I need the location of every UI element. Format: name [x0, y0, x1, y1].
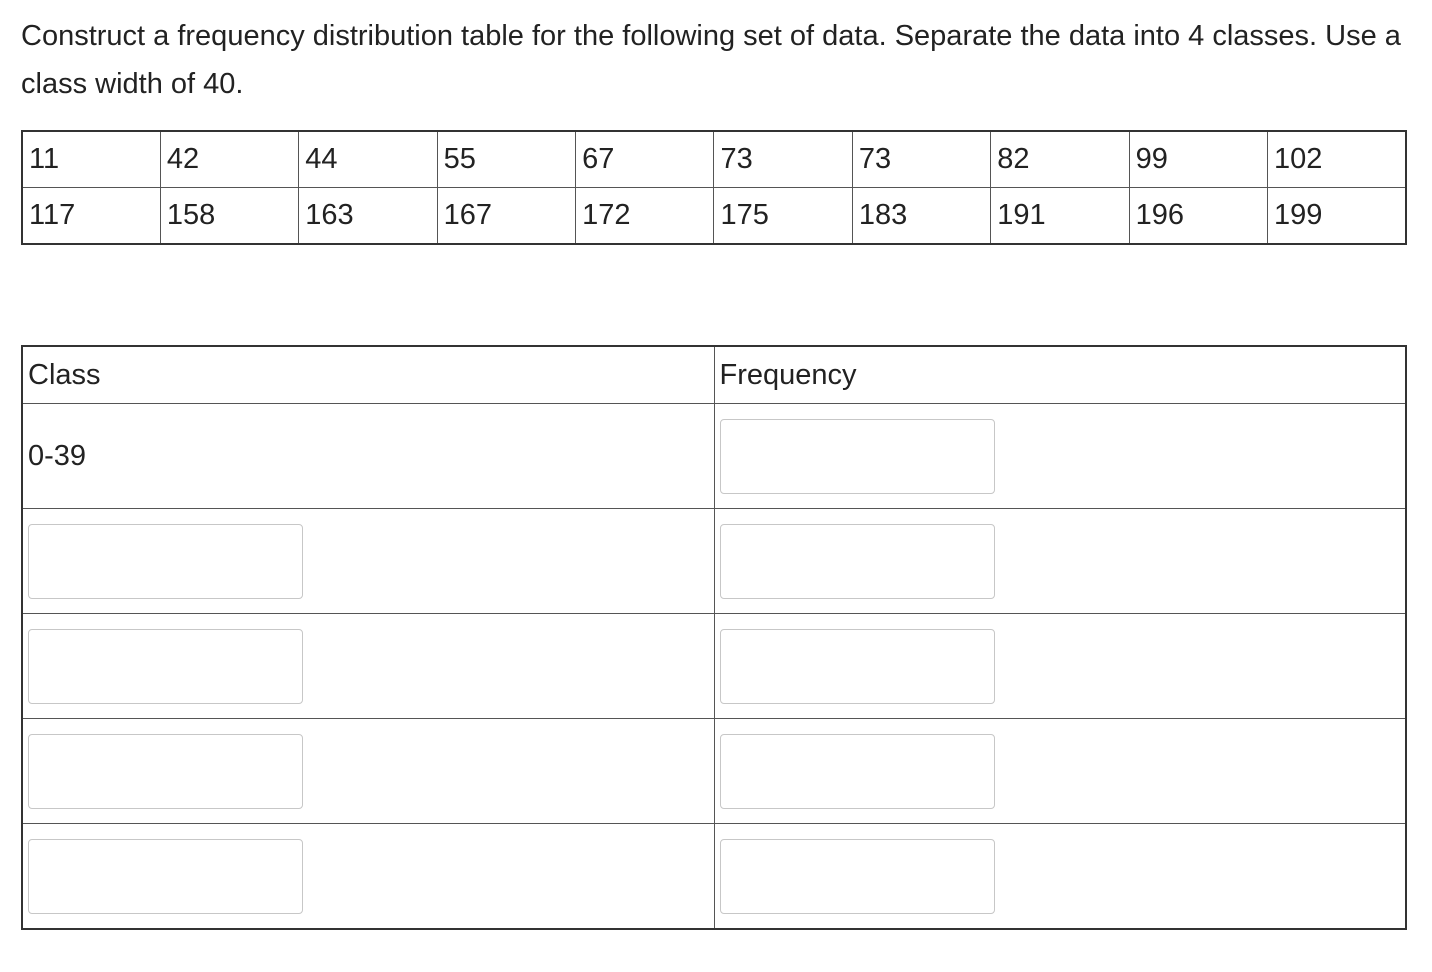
data-cell: 99: [1129, 131, 1267, 188]
data-cell: 191: [991, 188, 1129, 245]
class-cell: [22, 719, 714, 824]
data-table: [21, 130, 1407, 245]
class-input-3[interactable]: [28, 629, 303, 704]
data-cell: 199: [1268, 188, 1406, 245]
data-cell: 102: [1268, 131, 1406, 188]
frequency-table-row: [22, 719, 1406, 824]
data-cell: 73: [714, 131, 852, 188]
frequency-input-4[interactable]: [720, 734, 995, 809]
data-table-row: [22, 188, 1406, 245]
class-cell: [22, 824, 714, 930]
data-cell: 55: [437, 131, 575, 188]
frequency-cell: [714, 404, 1406, 509]
frequency-cell: [714, 614, 1406, 719]
data-cell: 167: [437, 188, 575, 245]
frequency-table: [21, 345, 1407, 930]
frequency-cell: [714, 719, 1406, 824]
frequency-input-5[interactable]: [720, 839, 995, 914]
class-column-header: Class: [22, 346, 714, 404]
frequency-input-3[interactable]: [720, 629, 995, 704]
question-text: Construct a frequency distribution table for the following set of data. Separate the data into 4 classes. Use a class width of 40.: [21, 20, 1401, 100]
frequency-input-1[interactable]: [720, 419, 995, 494]
data-table-row: [22, 131, 1406, 188]
data-cell: 82: [991, 131, 1129, 188]
data-cell: 172: [576, 188, 714, 245]
frequency-table-row: [22, 404, 1406, 509]
data-cell: 42: [160, 131, 298, 188]
frequency-table-header-row: [22, 346, 1406, 404]
data-cell: 67: [576, 131, 714, 188]
frequency-cell: [714, 509, 1406, 614]
class-input-4[interactable]: [28, 734, 303, 809]
frequency-table-row: [22, 824, 1406, 930]
data-cell: 11: [22, 131, 160, 188]
frequency-input-2[interactable]: [720, 524, 995, 599]
data-cell: 158: [160, 188, 298, 245]
class-cell: [22, 614, 714, 719]
frequency-table-row: [22, 614, 1406, 719]
frequency-cell: [714, 824, 1406, 930]
data-cell: 175: [714, 188, 852, 245]
class-input-2[interactable]: [28, 524, 303, 599]
data-cell: 196: [1129, 188, 1267, 245]
data-cell: 183: [852, 188, 990, 245]
frequency-table-row: [22, 509, 1406, 614]
frequency-column-header: Frequency: [714, 346, 1406, 404]
data-cell: 163: [299, 188, 437, 245]
class-cell: [22, 404, 714, 509]
class-cell: [22, 509, 714, 614]
class-input-5[interactable]: [28, 839, 303, 914]
data-cell: 73: [852, 131, 990, 188]
data-cell: 117: [22, 188, 160, 245]
class-label: 0-39: [28, 439, 87, 472]
data-cell: 44: [299, 131, 437, 188]
